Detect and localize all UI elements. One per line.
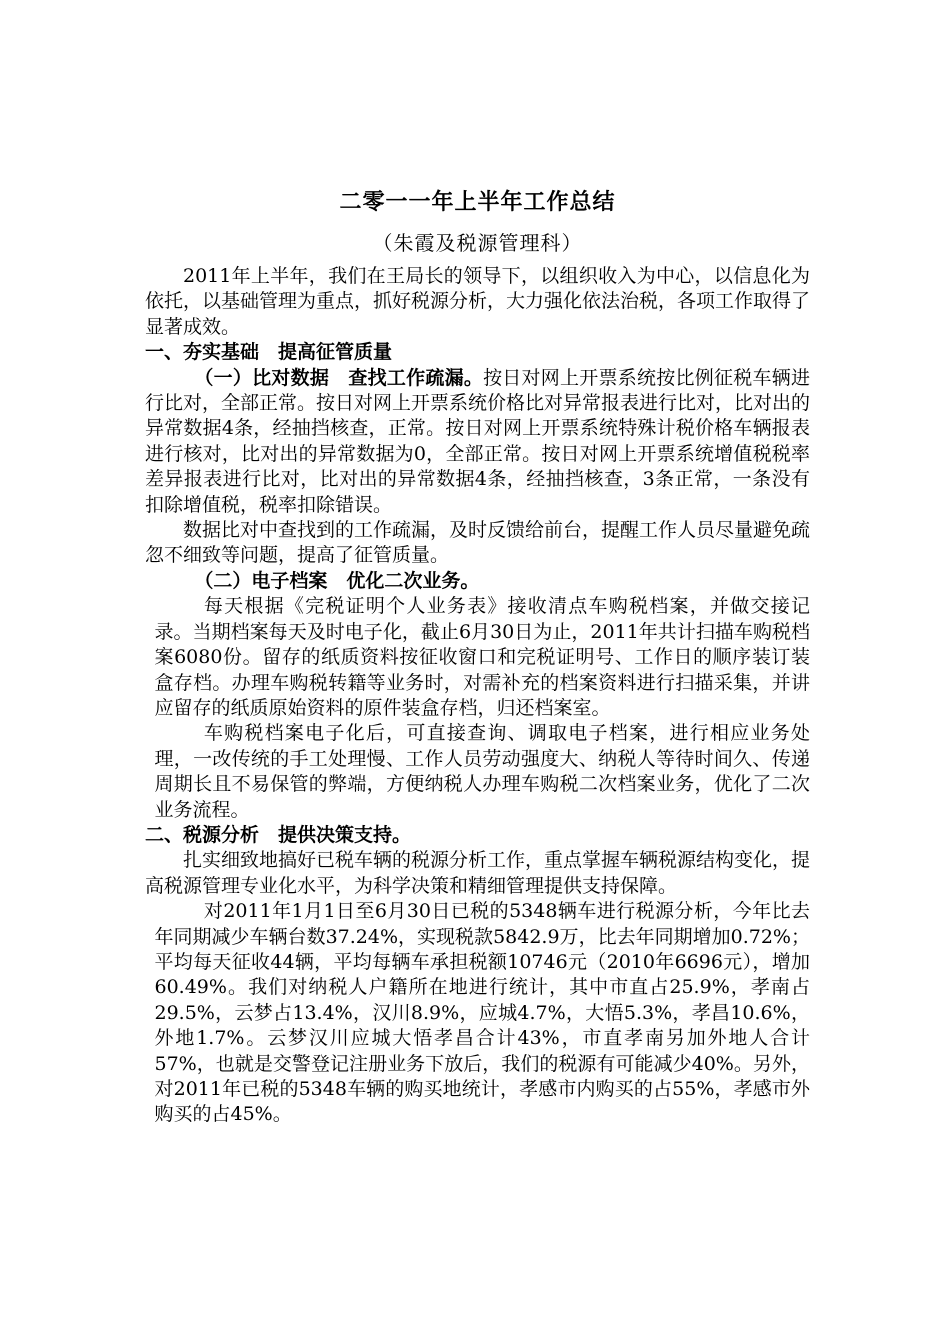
section-1-heading: 一、夯实基础 提高征管质量 [145,341,393,364]
section-2-heading: 二、税源分析 提供决策支持。 [145,823,412,846]
document-title: 二零一一年上半年工作总结 [339,189,616,215]
document-subtitle: （朱霞及税源管理科） [372,231,583,255]
section-1-sub-2-heading: （二）电子档案 优化二次业务。 [194,569,480,592]
section-1-sub-1-paragraph-2: 数据比对中查找到的工作疏漏，及时反馈给前台，提醒工作人员尽量避免疏忽不细致等问题，提高了征管质量。 [145,519,811,567]
section-1-sub-1-text: 按日对网上开票系统按比例征税车辆进行比对，全部正常。按日对网上开票系统价格比对异常报表进行比对，比对出的异常数据4条，经抽挡核查，正常。按日对网上开票系统特殊计税价格车辆报表进行核对，比对出的异常数据为0，全部正常。按日对网上开票系统增值税税率差异报表进行比对，比对出的异常数据4条，经抽挡核查，3条正常，一条没有扣除增值税，税率扣除错误。 [145,366,811,516]
section-2-paragraph-2: 对2011年1月1日至6月30日已税的5348辆车进行税源分析，今年比去年同期减少车辆台数37.24%，实现税款5842.9万，比去年同期增加0.72%；平均每天征收44辆，平均每辆车承担税额10746元（2010年6696元），增加60.49%。我们对纳税人户籍所在地进行统计，其中市直占25.9%，孝南占29.5%，云梦占13.4%，汉川8.9%，应城4.7%，大悟5.3%，孝昌10.6%，外地1.7%。云梦汉川应城大悟孝昌合计43%，市直孝南另加外地人合计57%，也就是交警登记注册业务下放后，我们的税源有可能减少40%。另外，对2011年已税的5348车辆的购买地统计，孝感市内购买的占55%，孝感市外购买的占45%。 [154,900,810,1126]
intro-paragraph: 2011年上半年，我们在王局长的领导下，以组织收入为中心，以信息化为依托，以基础管理为重点，抓好税源分析，大力强化依法治税，各项工作取得了显著成效。 [145,265,811,338]
section-1-sub-1-paragraph [145,366,810,518]
section-1-sub-1-heading: （一）比对数据 查找工作疏漏。 [194,366,484,389]
section-2-paragraph-1: 扎实细致地搞好已税车辆的税源分析工作，重点掌握车辆税源结构变化，提高税源管理专业化水平，为科学决策和精细管理提供支持保障。 [145,849,811,897]
section-1-sub-2-paragraph-1: 每天根据《完税证明个人业务表》接收清点车购税档案，并做交接记录。当期档案每天及时电子化，截止6月30日为止，2011年共计扫描车购税档案6080份。留存的纸质资料按征收窗口和完税证明号、工作日的顺序装订装盒存档。办理车购税转籍等业务时，对需补充的档案资料进行扫描采集，并讲应留存的纸质原始资料的原件装盒存档，归还档案室。 [154,595,810,719]
section-1-sub-2-paragraph-2: 车购税档案电子化后，可直接查询、调取电子档案，进行相应业务处理，一改传统的手工处理慢、工作人员劳动强度大、纳税人等待时间久、传递周期长且不易保管的弊端，方便纳税人办理车购税二次档案业务，优化了二次业务流程。 [154,722,810,821]
document-page [145,188,810,1128]
